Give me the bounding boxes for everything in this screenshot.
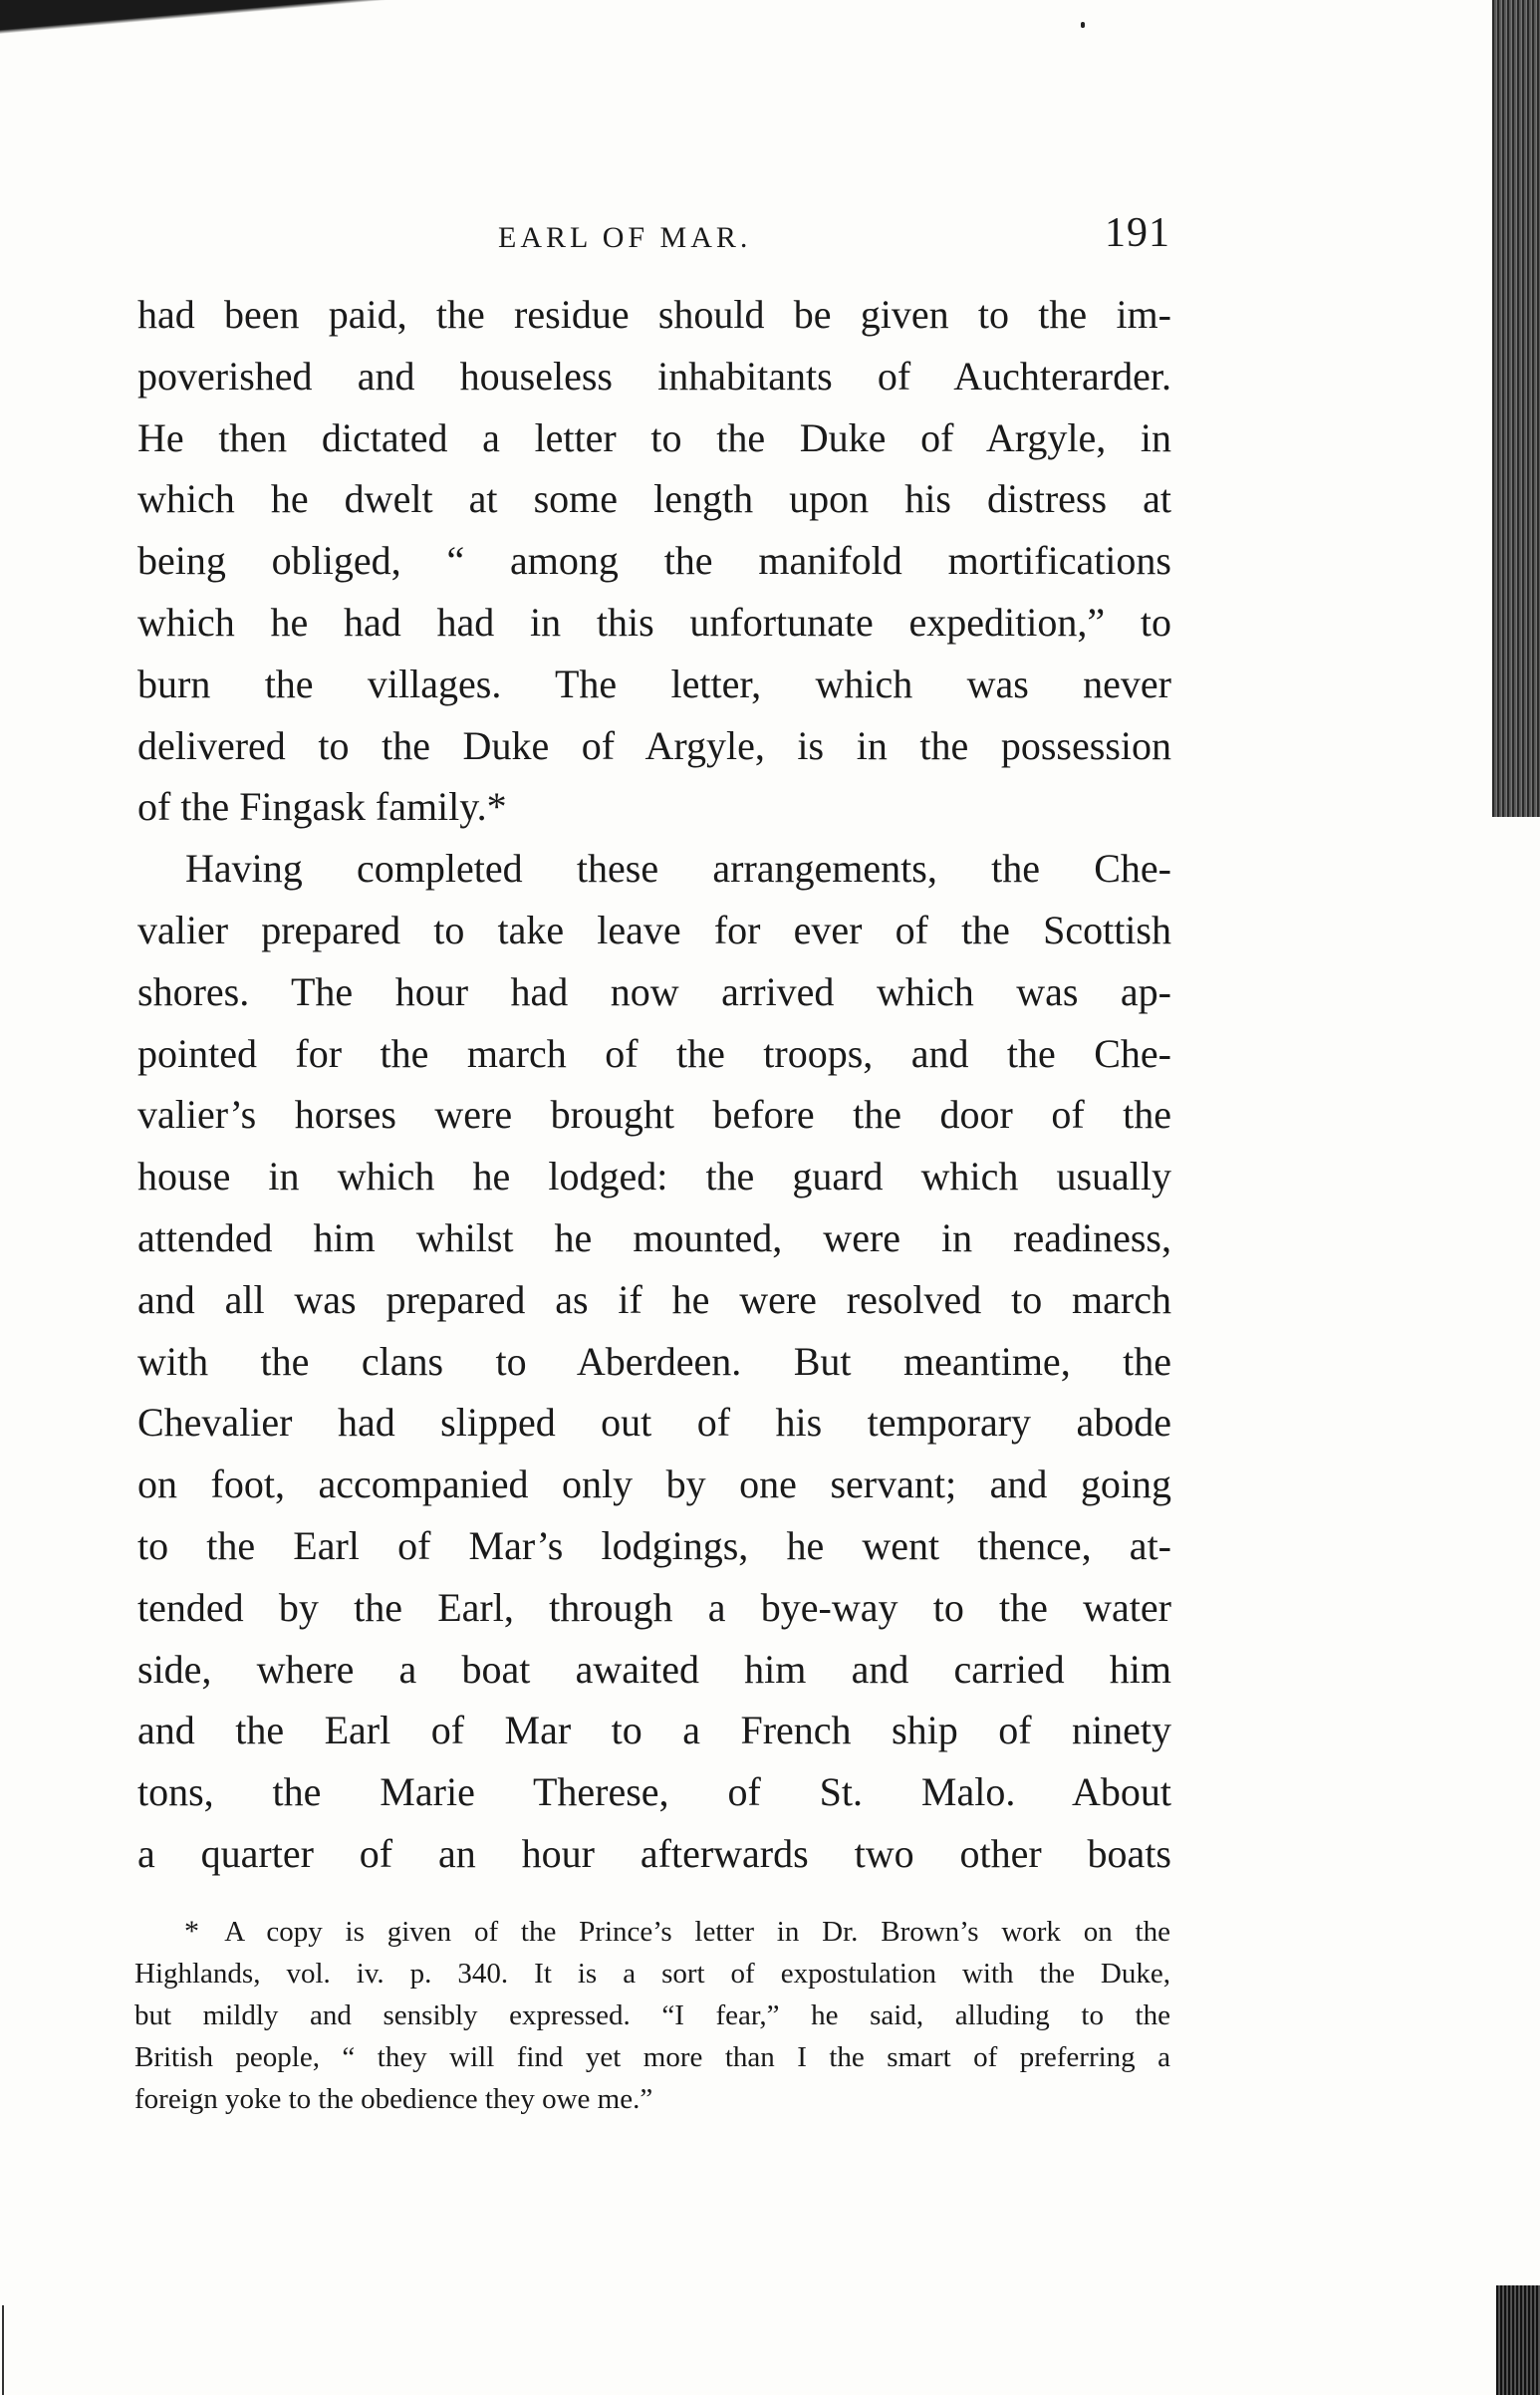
footnote-line: but mildly and sensibly expressed. “I fear,” he said, alluding to the bbox=[134, 1999, 1170, 2031]
text-line: being obliged, “ among the manifold mortifications bbox=[137, 538, 1171, 584]
footnote-marker: * bbox=[184, 1915, 199, 1948]
footnote-line: foreign yoke to the obedience they owe me.” bbox=[134, 2083, 653, 2115]
scan-speck bbox=[1081, 22, 1085, 28]
footnote bbox=[134, 1911, 1170, 2120]
text-line: had been paid, the residue should be given to the im- bbox=[137, 292, 1171, 337]
text-line: which he dwelt at some length upon his distress at bbox=[137, 476, 1171, 522]
paragraph-1 bbox=[137, 284, 1171, 838]
text-line: which he had had in this unfortunate expedition,” to bbox=[137, 599, 1171, 645]
text-line: burn the villages. The letter, which was never bbox=[137, 661, 1171, 706]
running-title: EARL OF MAR. bbox=[498, 221, 752, 254]
text-line: tended by the Earl, through a bye-way to the water bbox=[137, 1584, 1171, 1630]
body-text bbox=[137, 284, 1171, 1885]
scan-edge-right-bottom bbox=[1496, 2285, 1540, 2395]
scan-edge-right-top bbox=[1492, 0, 1540, 817]
text-line: delivered to the Duke of Argyle, is in the possession bbox=[137, 722, 1171, 768]
text-line: valier prepared to take leave for ever of the Scottish bbox=[137, 907, 1171, 952]
text-line: attended him whilst he mounted, were in readiness, bbox=[137, 1214, 1171, 1260]
page-header bbox=[134, 209, 1170, 259]
text-line: a quarter of an hour afterwards two other boats bbox=[137, 1830, 1171, 1876]
text-line: Having completed these arrangements, the Che- bbox=[185, 846, 1171, 892]
text-line: on foot, accompanied only by one servant; and going bbox=[137, 1462, 1171, 1507]
text-line: shores. The hour had now arrived which was ap- bbox=[137, 968, 1171, 1014]
text-line: poverished and houseless inhabitants of Auchterarder. bbox=[137, 353, 1171, 399]
text-line: He then dictated a letter to the Duke of Argyle, in bbox=[137, 414, 1171, 460]
text-line: and all was prepared as if he were resolved to march bbox=[137, 1276, 1171, 1322]
footnote-line: British people, “ they will find yet more than I the smart of preferring a bbox=[134, 2041, 1170, 2073]
page-number: 191 bbox=[1105, 210, 1170, 256]
text-line: tons, the Marie Therese, of St. Malo. About bbox=[137, 1769, 1171, 1815]
footnote-line bbox=[134, 1911, 1170, 1953]
paragraph-2 bbox=[137, 838, 1171, 1885]
text-line: house in which he lodged: the guard which usually bbox=[137, 1154, 1171, 1199]
scan-edge-left-bottom bbox=[2, 2305, 4, 2395]
text-line: and the Earl of Mar to a French ship of ninety bbox=[137, 1708, 1171, 1753]
text-line: pointed for the march of the troops, and the Che- bbox=[137, 1030, 1171, 1076]
footnote-line: Highlands, vol. iv. p. 340. It is a sort of expostulation with the Duke, bbox=[134, 1958, 1170, 1990]
text-line: side, where a boat awaited him and carried him bbox=[137, 1646, 1171, 1692]
text-line: Chevalier had slipped out of his temporary abode bbox=[137, 1400, 1171, 1446]
footnote-text: A copy is given of the Prince’s letter in Dr. Brown’s work on the bbox=[224, 1916, 1170, 1948]
text-line: with the clans to Aberdeen. But meantime, the bbox=[137, 1338, 1171, 1384]
scan-shadow-top-left bbox=[0, 0, 418, 70]
text-line: of the Fingask family.* bbox=[137, 784, 507, 830]
text-line: valier’s horses were brought before the door of the bbox=[137, 1092, 1171, 1138]
text-line: to the Earl of Mar’s lodgings, he went thence, at- bbox=[137, 1522, 1171, 1568]
